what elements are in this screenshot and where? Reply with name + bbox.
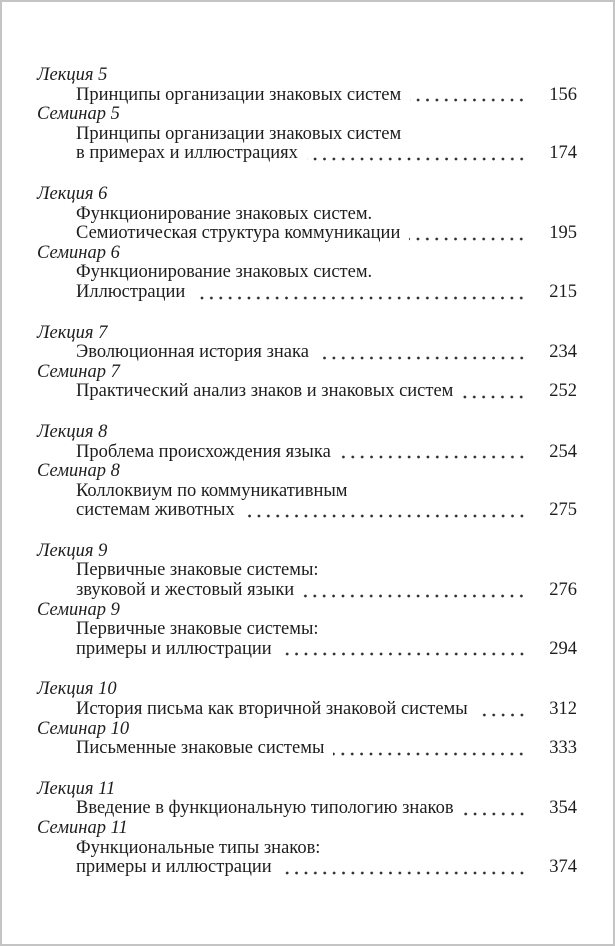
- toc-item-heading: Семинар 5: [37, 104, 120, 125]
- entry-title-text: Практический анализ знаков и знаковых систем: [76, 381, 454, 402]
- toc-entry-wrap-line: [37, 620, 577, 640]
- toc-entry-line: [37, 224, 577, 244]
- toc-item-heading: Семинар 11: [37, 818, 128, 838]
- entry-title-text: Функционирование знаковых систем.: [76, 262, 373, 283]
- toc-entry-line: [37, 799, 577, 819]
- toc-item[interactable]: [37, 780, 577, 819]
- entry-page-number: 174: [549, 143, 577, 164]
- toc-entry-line: [37, 382, 577, 402]
- toc-item-heading: Семинар 10: [37, 718, 130, 739]
- toc-group: [37, 542, 577, 660]
- entry-page-number: 156: [549, 84, 577, 105]
- toc-entry-line: [37, 443, 577, 463]
- toc-item[interactable]: [37, 601, 577, 660]
- toc-item[interactable]: [37, 185, 577, 244]
- toc-group: [37, 423, 577, 521]
- entry-title-text: Проблема происхождения языка: [76, 441, 331, 462]
- toc-item[interactable]: [37, 363, 577, 402]
- toc-item-heading: Лекция 11: [37, 778, 116, 799]
- toc-group: [37, 66, 577, 164]
- toc-entry-wrap-line: [37, 205, 577, 225]
- entry-title-text: Первичные знаковые системы:: [76, 619, 319, 640]
- toc-item-heading: Семинар 9: [37, 599, 120, 620]
- entry-title-text: Функционирование знаковых систем.: [76, 203, 373, 224]
- dot-leader: [340, 455, 529, 459]
- entry-title-text: примеры и иллюстрации: [76, 638, 272, 659]
- entry-page-number: 195: [549, 223, 577, 244]
- dot-leader: [281, 871, 529, 875]
- dot-leader: [333, 752, 529, 756]
- toc-entry-wrap-line: [37, 482, 577, 502]
- dot-leader: [410, 98, 529, 102]
- entry-page-number: 275: [549, 500, 577, 521]
- entry-title-text: Иллюстрации: [76, 281, 186, 302]
- entry-title-text: Принципы организации знаковых систем: [76, 123, 402, 144]
- toc-item-heading: Лекция 6: [37, 183, 108, 204]
- table-of-contents: [2, 2, 577, 878]
- toc-item-heading: Семинар 6: [37, 242, 120, 263]
- entry-title-text: Принципы организации знаковых систем: [76, 84, 402, 105]
- toc-item[interactable]: [37, 462, 577, 521]
- entry-page-number: 294: [549, 638, 577, 659]
- toc-entry-wrap-line: [37, 839, 577, 859]
- toc-item[interactable]: [37, 720, 577, 759]
- entry-title-text: Первичные знаковые системы:: [76, 560, 319, 581]
- toc-entry-line: [37, 739, 577, 759]
- entry-page-number: 374: [549, 857, 577, 878]
- toc-group: [37, 324, 577, 402]
- toc-item-heading: Семинар 7: [37, 361, 120, 382]
- toc-item[interactable]: [37, 324, 577, 363]
- toc-group: [37, 780, 577, 878]
- toc-entry-wrap-line: [37, 561, 577, 581]
- dot-leader: [462, 395, 529, 399]
- entry-page-number: 354: [549, 798, 577, 819]
- toc-group: [37, 185, 577, 303]
- toc-entry-line: [37, 700, 577, 720]
- entry-title-text: История письма как вторичной знаковой системы: [76, 699, 468, 720]
- entry-title-text: звуковой и жестовый языки: [76, 580, 295, 601]
- entry-page-number: 276: [549, 580, 577, 601]
- toc-item[interactable]: [37, 423, 577, 462]
- entry-title-text: Функциональные типы знаков:: [76, 837, 321, 858]
- toc-item[interactable]: [37, 105, 577, 164]
- dot-leader: [303, 594, 529, 598]
- toc-item-heading: Лекция 10: [37, 679, 117, 700]
- entry-page-number: 234: [549, 342, 577, 363]
- dot-leader: [281, 652, 529, 656]
- entry-title-text: примеры и иллюстрации: [76, 857, 272, 878]
- toc-item[interactable]: [37, 244, 577, 303]
- toc-entry-line: [37, 343, 577, 363]
- dot-leader: [244, 514, 529, 518]
- toc-item-heading: Лекция 9: [37, 540, 108, 561]
- entry-page-number: 252: [549, 381, 577, 402]
- entry-page-number: 215: [549, 281, 577, 302]
- dot-leader: [477, 713, 529, 717]
- entry-page-number: 312: [549, 699, 577, 720]
- toc-entry-line: [37, 144, 577, 164]
- dot-leader: [307, 157, 529, 161]
- dot-leader: [318, 356, 529, 360]
- toc-item-heading: Лекция 8: [37, 421, 108, 442]
- toc-entry-wrap-line: [37, 125, 577, 145]
- toc-entry-line: [37, 501, 577, 521]
- entry-title-text: системам животных: [76, 500, 235, 521]
- toc-group: [37, 680, 577, 758]
- toc-entry-line: [37, 858, 577, 878]
- toc-entry-wrap-line: [37, 263, 577, 283]
- dot-leader: [463, 812, 529, 816]
- toc-item[interactable]: [37, 819, 577, 878]
- toc-entry-line: [37, 86, 577, 106]
- entry-title-text: в примерах и иллюстрациях: [76, 143, 298, 164]
- toc-entry-line: [37, 581, 577, 601]
- toc-item[interactable]: [37, 542, 577, 601]
- toc-item[interactable]: [37, 680, 577, 719]
- toc-entry-line: [37, 283, 577, 303]
- entry-title-text: Коллоквиум по коммуникативным: [76, 480, 348, 501]
- dot-leader: [409, 237, 529, 241]
- entry-page-number: 333: [549, 738, 577, 759]
- toc-entry-line: [37, 640, 577, 660]
- entry-title-text: Эволюционная история знака: [76, 342, 309, 363]
- dot-leader: [194, 296, 529, 300]
- entry-title-text: Семиотическая структура коммуникации: [76, 223, 401, 244]
- entry-page-number: 254: [549, 441, 577, 462]
- toc-item-heading: Лекция 7: [37, 322, 108, 343]
- entry-title-text: Введение в функциональную типологию знаков: [76, 798, 454, 819]
- toc-item[interactable]: [37, 66, 577, 105]
- toc-item-heading: Семинар 8: [37, 461, 120, 482]
- toc-item-heading: Лекция 5: [37, 65, 108, 85]
- entry-title-text: Письменные знаковые системы: [76, 738, 325, 759]
